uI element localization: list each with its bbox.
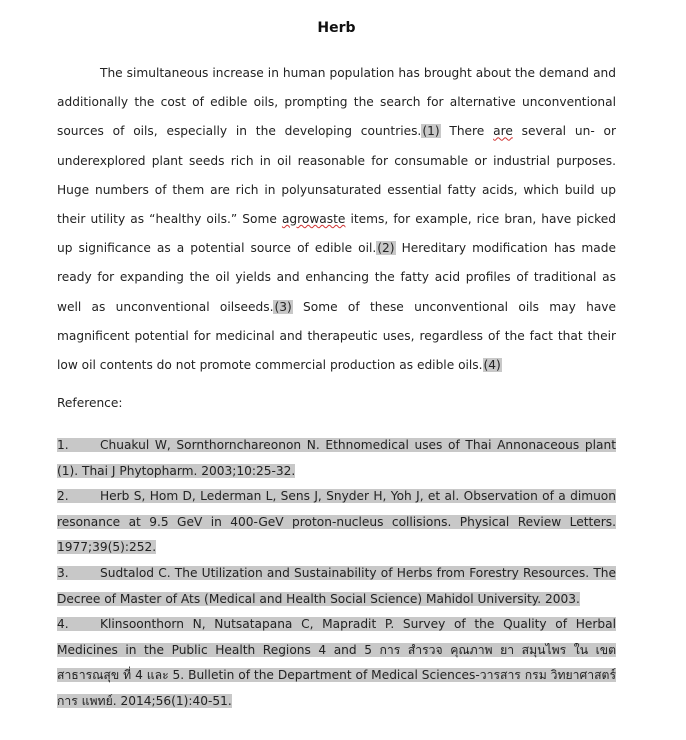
reference-item: [57, 433, 616, 484]
citation-marker: (2): [377, 241, 395, 256]
body-paragraph: [57, 59, 616, 380]
reference-number: 2.: [57, 489, 69, 504]
paragraph-text: The simultaneous increase in human population has brought about the demand and additionally the cost of edible oils, prompting the search for alternative unconventional sources of oils, especially in the developing countries.: [57, 66, 616, 139]
reference-highlight: [57, 566, 616, 606]
reference-number: 4.: [57, 617, 69, 632]
paragraph-text: Some of these unconventional oils may have magnificent potential for medicinal and therapeutic uses, regardless of the fact that their low oil contents do not promote commercial production as edible oils.: [57, 299, 616, 373]
spellcheck-flagged-word: are: [493, 124, 513, 139]
paragraph-text: items, for example, rice bran, have picked up significance as a potential source of edible oil.: [57, 212, 616, 256]
paragraph-text: Hereditary modification has made ready for expanding the oil yields and enhancing the fatty acid profiles of traditional as well as unconventional oilseeds.: [57, 241, 616, 314]
reference-heading: Reference:: [57, 396, 123, 410]
reference-list: [57, 433, 616, 715]
paragraph-text: several un- or underexplored plant seeds rich in oil reasonable for consumable or industrial purposes. Huge numbers of them are rich in polyunsaturated essential fatty acids, which build up their utility as “healthy oils.” Some: [57, 124, 616, 227]
reference-number: 1.: [57, 438, 69, 452]
reference-text: Sudtalod C. The Utilization and Sustainability of Herbs from Forestry Resources. The Decree of Master of Ats (Medical and Health Social Science) Mahidol University. 2003.: [57, 565, 616, 606]
reference-text: Klinsoonthorn N, Nutsatapana C, Mapradit P. Survey of the Quality of Herbal Medicines in the Public Health Regions 4 and 5 การ สำรวจ คุณภาพ ยา สมุนไพร ใน เขต สาธารณสุข ที่ 4 และ 5. Bulletin of the Department of Medical Sciences-วารสาร กรม วิทยาศาสตร์ การ แพทย์. 2014;56(1):40-51.: [57, 617, 616, 708]
reference-item: [57, 484, 616, 561]
reference-item: [57, 612, 616, 714]
citation-marker: (1): [422, 124, 440, 139]
reference-item: [57, 561, 616, 612]
reference-text: Herb S, Hom D, Lederman L, Sens J, Snyder H, Yoh J, et al. Observation of a dimuon resonance at 9.5 GeV in 400-GeV proton-nucleus collisions. Physical Review Letters. 1977;39(5):252.: [57, 489, 616, 555]
spellcheck-flagged-word: agrowaste: [281, 212, 346, 227]
reference-number: 3.: [57, 565, 69, 580]
reference-highlight: [57, 617, 616, 708]
paragraph-text: There: [440, 124, 494, 139]
document-title: Herb: [317, 20, 356, 36]
reference-highlight: [57, 438, 616, 478]
reference-highlight: [57, 489, 616, 554]
reference-text: Chuakul W, Sornthornchareonon N. Ethnomedical uses of Thai Annonaceous plant (1). Thai J Phytopharm. 2003;10:25-32.: [57, 438, 616, 478]
citation-marker: (4): [483, 358, 501, 373]
citation-marker: (3): [274, 299, 292, 314]
